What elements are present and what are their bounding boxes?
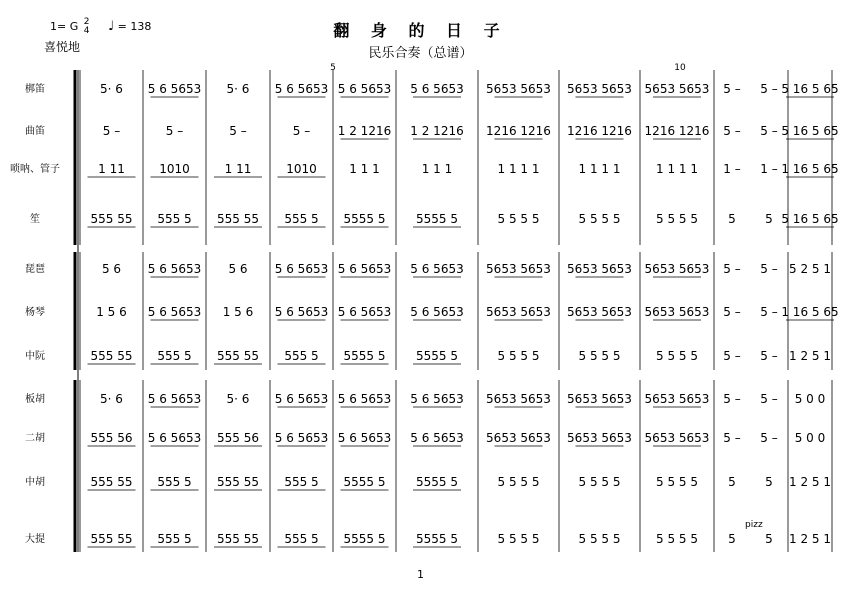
measure-notes: 5· 6 (226, 392, 250, 406)
instrument-label: 二胡 (25, 433, 45, 444)
measure-notes: 5 – (165, 124, 184, 138)
measure-notes: 555 5 (284, 475, 319, 489)
measure-notes: 555 5 (157, 349, 192, 363)
instrument-label: 板胡 (25, 394, 45, 405)
measure-notes: 5 – (760, 349, 778, 363)
measure-notes: 5 5 5 5 (656, 475, 698, 489)
measure-notes: 1 1 1 (421, 162, 453, 176)
measure-notes: 5 6 5653 (410, 305, 464, 319)
measure-notes: 5555 5 (343, 532, 386, 546)
measure-notes: 1 16 5 65 (781, 305, 839, 319)
measure-notes: 5653 5653 (486, 82, 551, 96)
measure-notes: 5 5 5 5 (578, 212, 621, 226)
measure-notes: 555 55 (217, 212, 259, 226)
measure-notes: 555 5 (284, 212, 319, 226)
measure-notes: 1 2 1216 (410, 124, 464, 138)
measure-notes: 5 – (760, 392, 778, 406)
rehearsal-mark: 10 (674, 63, 686, 73)
measure-notes: 5 – (760, 305, 778, 319)
rehearsal-mark: 5 (330, 63, 336, 73)
measure-notes: 5 6 5653 (410, 392, 464, 406)
measure-notes: 5 16 5 65 (781, 124, 839, 138)
measure-notes: 5653 5653 (567, 392, 632, 406)
measure-notes: 5 – (723, 305, 741, 319)
measure-notes: 5 6 5653 (147, 82, 202, 96)
measure-notes: 5 6 5653 (274, 392, 329, 406)
measure-notes: 1 1 1 1 (497, 162, 540, 176)
measure-notes: 555 55 (217, 349, 259, 363)
measure-notes: 5 5 5 5 (497, 532, 540, 546)
measure-notes: 5 6 5653 (337, 262, 392, 276)
measure-notes: 5 5 5 5 (497, 475, 540, 489)
measure-notes: 555 55 (90, 475, 133, 489)
measure-notes: 555 5 (157, 212, 192, 226)
measure-notes: 5 – (760, 124, 778, 138)
measure-notes: 1 – (760, 162, 778, 176)
measure-notes: 5555 5 (416, 349, 458, 363)
measure-notes: 5 5 5 5 (578, 532, 621, 546)
measure-notes: 5 – (292, 124, 311, 138)
measure-notes: 5653 5653 (644, 392, 710, 406)
measure-notes: 5 5 5 5 (656, 349, 698, 363)
measure-notes: 1 2 1216 (337, 124, 392, 138)
measure-notes: 5 0 0 (794, 431, 826, 445)
measure-notes: 5· 6 (100, 82, 123, 96)
measure-notes: 555 56 (217, 431, 259, 445)
measure-notes: 1 2 5 1 (789, 475, 831, 489)
measure-notes: 1 1 1 1 (578, 162, 621, 176)
measure-notes: 555 55 (90, 212, 133, 226)
measure-notes: 5 (728, 475, 736, 489)
measure-notes: 5 (765, 532, 773, 546)
time-bottom: 4 (83, 26, 90, 36)
measure-notes: 5555 5 (343, 475, 386, 489)
measure-notes: 5653 5653 (567, 305, 632, 319)
instrument-label: 中胡 (25, 477, 45, 488)
measure-notes: 1216 1216 (486, 124, 551, 138)
measure-notes: 5 6 5653 (337, 305, 392, 319)
measure-notes: 555 5 (284, 532, 319, 546)
measure-notes: 5 6 5653 (274, 431, 329, 445)
measure-notes: 555 55 (90, 349, 133, 363)
measure-notes: 5 5 5 5 (497, 212, 540, 226)
expression-mark: 喜悦地 (44, 40, 81, 54)
measure-notes: 5 6 5653 (410, 262, 464, 276)
measure-notes: 1216 1216 (567, 124, 632, 138)
measure-notes: 1 11 (224, 162, 252, 176)
measure-notes: 5555 5 (416, 212, 458, 226)
measure-notes: 5· 6 (226, 82, 250, 96)
measure-notes: 5· 6 (100, 392, 123, 406)
measure-notes: 5 6 5653 (147, 305, 202, 319)
measure-notes: 5 – (723, 392, 741, 406)
measure-notes: 5 (728, 532, 736, 546)
quarter-note-icon: ♩ (108, 19, 115, 34)
measure-notes: 5 – (723, 124, 741, 138)
measure-notes: 5 16 5 65 (781, 212, 839, 226)
measure-notes: 1216 1216 (644, 124, 710, 138)
instrument-label: 大提 (25, 534, 45, 545)
measure-notes: 5 – (723, 262, 741, 276)
measure-notes: 5 – (760, 82, 778, 96)
measure-notes: 1010 (159, 162, 190, 176)
measure-notes: 5 (765, 475, 773, 489)
measure-notes: 5 – (723, 431, 741, 445)
measure-notes: 5555 5 (343, 349, 386, 363)
measure-notes: 5555 5 (343, 212, 386, 226)
measure-notes: 5 6 (228, 262, 248, 276)
measure-notes: 5 (728, 212, 736, 226)
measure-notes: 5 6 5653 (337, 392, 392, 406)
measure-notes: 5 – (760, 262, 778, 276)
measure-notes: 555 55 (217, 532, 259, 546)
pizz-mark: pizz (745, 520, 763, 530)
measure-notes: 5 6 (101, 262, 122, 276)
measure-notes: 1 – (723, 162, 741, 176)
measure-notes: 1 5 6 (96, 305, 127, 319)
measure-notes: 5653 5653 (644, 431, 710, 445)
instrument-label: 曲笛 (25, 126, 45, 137)
measure-notes: 5 5 5 5 (656, 212, 698, 226)
instrument-label: 梆笛 (25, 84, 45, 95)
measure-notes: 5 5 5 5 (578, 475, 621, 489)
measure-notes: 5 6 5653 (274, 262, 329, 276)
measure-notes: 1 2 5 1 (789, 532, 831, 546)
measure-notes: 555 55 (217, 475, 259, 489)
measure-notes: 5 6 5653 (410, 431, 464, 445)
instrument-label: 唢呐、管子 (10, 164, 60, 175)
time-top: 2 (83, 17, 90, 27)
measure-notes: 1 11 (98, 162, 125, 176)
instrument-label: 琵琶 (25, 264, 45, 275)
instrument-label: 笙 (30, 214, 40, 225)
measure-notes: 555 55 (90, 532, 133, 546)
measure-notes: 5 6 5653 (147, 262, 202, 276)
measure-notes: 5 5 5 5 (497, 349, 540, 363)
measure-notes: 5 6 5653 (147, 392, 202, 406)
measure-notes: 5555 5 (416, 475, 458, 489)
tempo-value: = 138 (117, 20, 152, 33)
measure-notes: 5653 5653 (644, 305, 710, 319)
measure-notes: 555 5 (284, 349, 319, 363)
measure-notes: 5 6 5653 (147, 431, 202, 445)
measure-notes: 5653 5653 (644, 82, 710, 96)
score-title: 翻 身 的 日 子 (333, 21, 508, 40)
measure-notes: 5 6 5653 (337, 82, 392, 96)
measure-notes: 5 – (723, 349, 741, 363)
measure-notes: 5653 5653 (567, 82, 632, 96)
key-label: 1= G (50, 20, 79, 33)
measure-notes: 5653 5653 (486, 262, 551, 276)
measure-notes: 5 6 5653 (337, 431, 392, 445)
instrument-label: 杨琴 (25, 307, 45, 318)
measure-notes: 1 1 1 1 (656, 162, 698, 176)
measure-notes: 5 – (760, 431, 778, 445)
measure-notes: 5 6 5653 (410, 82, 464, 96)
measure-notes: 1 16 5 65 (781, 162, 839, 176)
measure-notes: 5 16 5 65 (781, 82, 839, 96)
measure-notes: 5 (765, 212, 773, 226)
measure-notes: 5 5 5 5 (656, 532, 698, 546)
score-subtitle: 民乐合奏（总谱） (368, 46, 473, 61)
measure-notes: 5 – (102, 124, 121, 138)
measure-notes: 5653 5653 (486, 431, 551, 445)
measure-notes: 5653 5653 (486, 305, 551, 319)
measure-notes: 1010 (286, 162, 317, 176)
page-number: 1 (417, 568, 424, 581)
measure-notes: 5 – (723, 82, 741, 96)
measure-notes: 5653 5653 (567, 262, 632, 276)
instrument-label: 中阮 (25, 351, 45, 362)
measure-notes: 5 5 5 5 (578, 349, 621, 363)
measure-notes: 1 2 5 1 (789, 349, 831, 363)
measure-notes: 5 – (229, 124, 247, 138)
measure-notes: 5653 5653 (486, 392, 551, 406)
measure-notes: 5 2 5 1 (789, 262, 831, 276)
measure-notes: 5 0 0 (794, 392, 826, 406)
measure-notes: 5 6 5653 (274, 82, 329, 96)
measure-notes: 555 5 (157, 532, 192, 546)
measure-notes: 555 56 (90, 431, 133, 445)
measure-notes: 5653 5653 (644, 262, 710, 276)
measure-notes: 5 6 5653 (274, 305, 329, 319)
measure-notes: 1 5 6 (222, 305, 254, 319)
measure-notes: 1 1 1 (349, 162, 380, 176)
measure-notes: 5653 5653 (567, 431, 632, 445)
measure-notes: 5555 5 (416, 532, 458, 546)
measure-notes: 555 5 (157, 475, 192, 489)
